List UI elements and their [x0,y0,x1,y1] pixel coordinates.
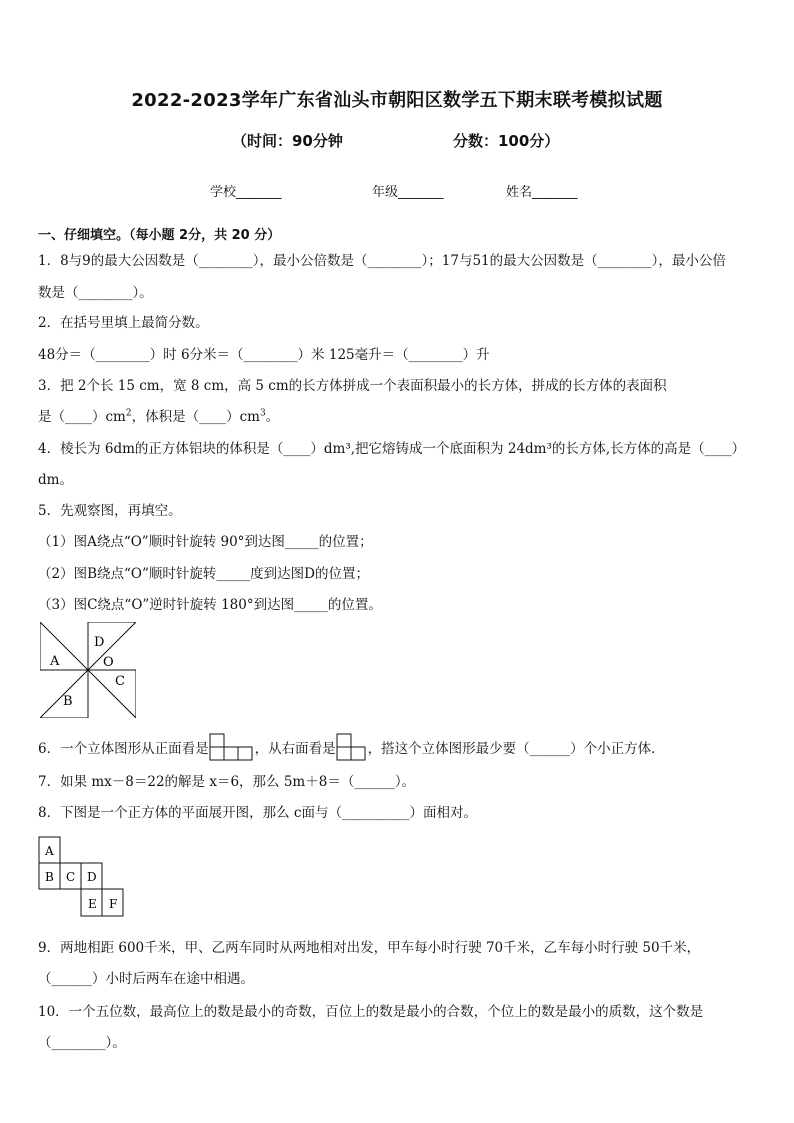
q3-text-a: 是（____）cm [38,409,126,425]
net-label-A: A [45,844,54,858]
cube-net-figure [38,836,126,918]
exam-score: 分数：100分） [453,132,560,150]
net-label-F: F [109,897,118,911]
side-view-figure [336,733,368,761]
grade-field: 年级_______ [372,185,444,200]
label-A: A [50,654,60,669]
q3-sup-1: 2 [125,408,132,419]
net-label-B: B [45,870,54,884]
question-5-sub-2: （2）图B绕点“O”顺时针旋转_____度到达图D的位置； [38,566,369,582]
question-7: 7．如果 mx－8＝22的解是 x＝6，那么 5m＋8＝（______）。 [38,774,416,790]
q3-sup-2: 3 [259,408,266,419]
question-1-line-1: 1．8与9的最大公因数是（________），最小公倍数是（________）；17与51的最大公因数是（________），最小公倍 [38,253,726,269]
front-view-figure [209,733,255,761]
rotation-figure [40,622,136,718]
section-heading: 一、仔细填空。（每小题 2分，共 20 分） [38,228,281,243]
q3-text-b: ，体积是（____）cm [131,409,260,425]
school-field: 学校_______ [210,185,282,200]
q6-text-a: 6．一个立体图形从正面看是 [38,741,209,757]
page-title: 2022-2023学年广东省汕头市朝阳区数学五下期末联考模拟试题 [131,90,663,111]
question-10-line-2: （________）。 [38,1035,126,1051]
question-3-line-1: 3．把 2个长 15 cm，宽 8 cm，高 5 cm的长方体拼成一个表面积最小的长方体，拼成的长方体的表面积 [38,378,667,394]
question-5-sub-1: （1）图A绕点“O”顺时针旋转 90°到达图_____的位置； [38,534,373,550]
question-9-line-1: 9．两地相距 600千米，甲、乙两车同时从两地相对出发，甲车每小时行驶 70千米，乙车每小时行驶 50千米， [38,940,701,956]
triangle-C [88,670,136,718]
question-4-line-2: dm。 [38,472,73,488]
question-3-line-2 [38,405,279,425]
label-D: D [94,635,105,650]
question-5-sub-3: （3）图C绕点“O”逆时针旋转 180°到达图_____的位置。 [38,597,382,613]
question-2-line-2: 48分＝（________）时 6分米＝（________）米 125毫升＝（________）升 [38,347,490,363]
question-8: 8．下图是一个正方体的平面展开图，那么 c面与（__________）面相对。 [38,805,477,821]
question-4-line-1: 4．棱长为 6dm的正方体铝块的体积是（____）dm³,把它熔铸成一个底面积为 24dm³的长方体,长方体的高是（____） [38,441,746,457]
question-9-line-2: （______）小时后两车在途中相遇。 [38,971,254,987]
q3-text-c: 。 [265,409,280,425]
triangle-A [40,622,88,670]
label-C: C [115,674,125,689]
q6-text-c: ，搭这个立体图形最少要（______）个小正方体． [367,741,665,757]
question-2-line-1: 2．在括号里填上最简分数。 [38,315,209,331]
label-O: O [103,655,114,670]
label-B: B [63,694,73,709]
net-label-E: E [88,897,97,911]
q6-text-b: ，从右面看是 [254,741,336,757]
exam-time: （时间：90分钟 [232,132,343,150]
net-label-D: D [87,870,97,884]
name-field: 姓名_______ [506,185,578,200]
question-5-line-1: 5．先观察图，再填空。 [38,503,182,519]
question-6 [38,733,665,761]
question-1-line-2: 数是（________）。 [38,285,153,301]
question-10-line-1: 10．一个五位数，最高位上的数是最小的奇数，百位上的数是最小的合数，个位上的数是最小的质数，这个数是 [38,1004,704,1020]
net-label-C: C [66,870,76,884]
